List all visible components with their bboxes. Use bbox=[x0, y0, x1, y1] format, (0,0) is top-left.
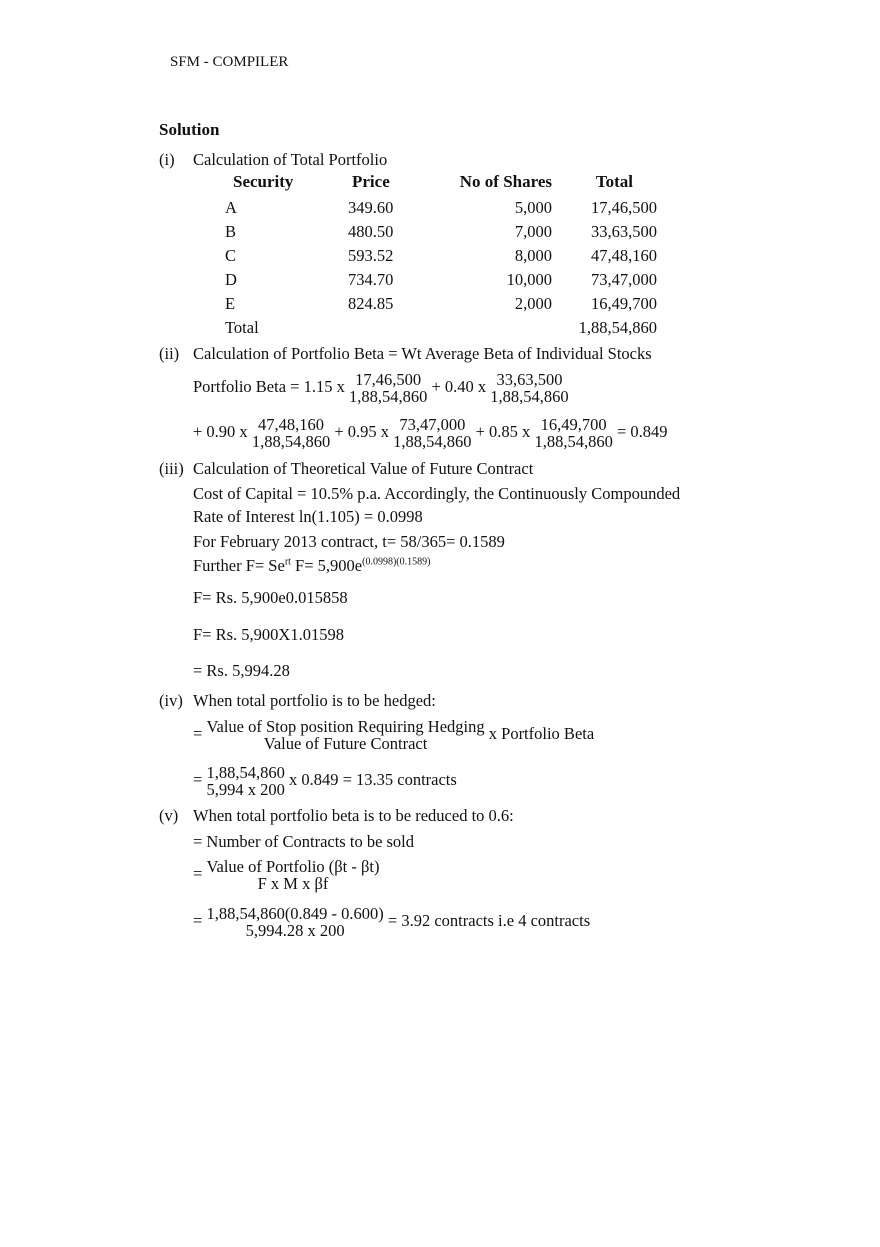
numerator: 47,48,160 bbox=[258, 415, 324, 434]
denominator: Value of Future Contract bbox=[263, 734, 428, 753]
part-iv-number: (iv) bbox=[159, 691, 183, 710]
table-total-row bbox=[225, 318, 665, 340]
equals-sign: = bbox=[193, 863, 203, 883]
denominator: F x M x βf bbox=[257, 874, 329, 893]
hedge-calculation bbox=[193, 764, 457, 798]
denominator: 1,88,54,860 bbox=[348, 387, 428, 406]
cost-of-capital-line: Cost of Capital = 10.5% p.a. Accordingly, the Continuously Compounded bbox=[193, 484, 681, 503]
fraction bbox=[534, 416, 612, 450]
part-ii-number: (ii) bbox=[159, 344, 180, 363]
reduce-beta-formula bbox=[193, 858, 380, 892]
fraction bbox=[206, 718, 484, 752]
operator: + 0.85 x bbox=[475, 421, 531, 441]
col-price: Price bbox=[352, 172, 390, 191]
numerator: 1,88,54,860 bbox=[206, 763, 285, 782]
security-cell: E bbox=[225, 294, 236, 313]
part-v-number: (v) bbox=[159, 806, 179, 825]
hedge-formula bbox=[193, 718, 594, 752]
fraction bbox=[252, 416, 330, 450]
numerator: 1,88,54,860(0.849 - 0.600) bbox=[206, 904, 384, 923]
page-header: SFM - COMPILER bbox=[170, 54, 289, 70]
shares-cell: 2,000 bbox=[514, 294, 552, 313]
table-row bbox=[225, 294, 665, 316]
table-header-row bbox=[225, 172, 665, 194]
rate-of-interest-line: Rate of Interest ln(1.105) = 0.0998 bbox=[193, 507, 423, 526]
equals-sign: = bbox=[193, 723, 203, 743]
operator: + 0.40 x bbox=[431, 376, 487, 396]
fraction bbox=[393, 416, 471, 450]
table-row bbox=[225, 246, 665, 268]
price-cell: 734.70 bbox=[348, 270, 394, 289]
beta-prefix: Portfolio Beta = 1.15 x bbox=[193, 376, 345, 396]
fraction bbox=[490, 371, 568, 405]
col-security: Security bbox=[233, 172, 294, 191]
shares-cell: 7,000 bbox=[514, 222, 552, 241]
total-cell: 73,47,000 bbox=[591, 270, 657, 289]
numerator: 17,46,500 bbox=[355, 370, 422, 389]
part-ii-title: Calculation of Portfolio Beta = Wt Average Beta of Individual Stocks bbox=[193, 344, 652, 363]
part-i-number: (i) bbox=[159, 150, 175, 169]
denominator: 1,88,54,860 bbox=[534, 432, 613, 451]
operator: + 0.95 x bbox=[334, 421, 389, 441]
total-cell: 33,63,500 bbox=[591, 222, 657, 241]
beta-result: = 0.849 bbox=[616, 421, 668, 441]
solution-heading: Solution bbox=[159, 120, 220, 139]
total-cell: 47,48,160 bbox=[591, 246, 657, 265]
part-iii-number: (iii) bbox=[159, 459, 184, 478]
fraction bbox=[206, 858, 379, 892]
formula-text: F= 5,900e bbox=[290, 556, 363, 575]
exponent: (0.0998)(0.1589) bbox=[362, 556, 431, 568]
numerator: Value of Stop position Requiring Hedging bbox=[206, 717, 485, 736]
hedge-result: x 0.849 = 13.35 contracts bbox=[288, 769, 457, 789]
table-row bbox=[225, 198, 665, 220]
table-row bbox=[225, 222, 665, 244]
futures-result: = Rs. 5,994.28 bbox=[193, 661, 290, 680]
numerator: 16,49,700 bbox=[540, 415, 607, 434]
contracts-line: = Number of Contracts to be sold bbox=[193, 832, 415, 851]
part-i-title: Calculation of Total Portfolio bbox=[193, 150, 388, 169]
fraction bbox=[206, 905, 383, 939]
denominator: 1,88,54,860 bbox=[490, 387, 569, 406]
shares-cell: 5,000 bbox=[514, 198, 552, 217]
security-cell: B bbox=[225, 222, 237, 241]
numerator: 33,63,500 bbox=[496, 370, 563, 389]
equals-sign: = bbox=[193, 769, 203, 789]
table-row bbox=[225, 270, 665, 292]
price-cell: 593.52 bbox=[348, 246, 394, 265]
col-total: Total bbox=[595, 172, 633, 191]
futures-step2: F= Rs. 5,900X1.01598 bbox=[193, 625, 344, 644]
reduce-beta-calculation bbox=[193, 905, 590, 939]
numerator: Value of Portfolio (βt - βt) bbox=[206, 857, 380, 876]
formula-suffix: x Portfolio Beta bbox=[488, 723, 595, 743]
col-shares: No of Shares bbox=[459, 172, 552, 191]
equals-sign: = bbox=[193, 910, 203, 930]
futures-formula-line bbox=[193, 556, 430, 576]
fraction bbox=[349, 371, 427, 405]
denominator: 5,994 x 200 bbox=[206, 780, 285, 799]
part-iii-title: Calculation of Theoretical Value of Future Contract bbox=[193, 459, 534, 478]
numerator: 73,47,000 bbox=[399, 415, 466, 434]
shares-cell: 8,000 bbox=[514, 246, 552, 265]
denominator: 1,88,54,860 bbox=[251, 432, 331, 451]
beta-equation-line1 bbox=[193, 371, 569, 405]
price-cell: 824.85 bbox=[348, 294, 394, 313]
denominator: 1,88,54,860 bbox=[393, 432, 472, 451]
formula-text: Further F= Se bbox=[193, 556, 285, 575]
part-iv-title: When total portfolio is to be hedged: bbox=[193, 691, 436, 710]
exponent: rt bbox=[284, 556, 291, 568]
beta-equation-line2 bbox=[193, 416, 668, 450]
contracts-result: = 3.92 contracts i.e 4 contracts bbox=[387, 910, 591, 930]
fraction bbox=[206, 764, 284, 798]
time-line: For February 2013 contract, t= 58/365= 0.1589 bbox=[193, 532, 505, 551]
futures-step1: F= Rs. 5,900e0.015858 bbox=[193, 588, 348, 607]
price-cell: 480.50 bbox=[348, 222, 394, 241]
total-cell: 17,46,500 bbox=[591, 198, 657, 217]
part-v-title: When total portfolio beta is to be reduced to 0.6: bbox=[193, 806, 514, 825]
denominator: 5,994.28 x 200 bbox=[245, 921, 345, 940]
security-cell: C bbox=[225, 246, 237, 265]
security-cell: A bbox=[225, 198, 237, 217]
price-cell: 349.60 bbox=[348, 198, 394, 217]
operator: + 0.90 x bbox=[193, 421, 248, 441]
grand-total: 1,88,54,860 bbox=[578, 318, 657, 337]
shares-cell: 10,000 bbox=[506, 270, 552, 289]
security-cell: D bbox=[225, 270, 237, 289]
total-cell: 16,49,700 bbox=[591, 294, 657, 313]
total-label: Total bbox=[225, 318, 259, 337]
